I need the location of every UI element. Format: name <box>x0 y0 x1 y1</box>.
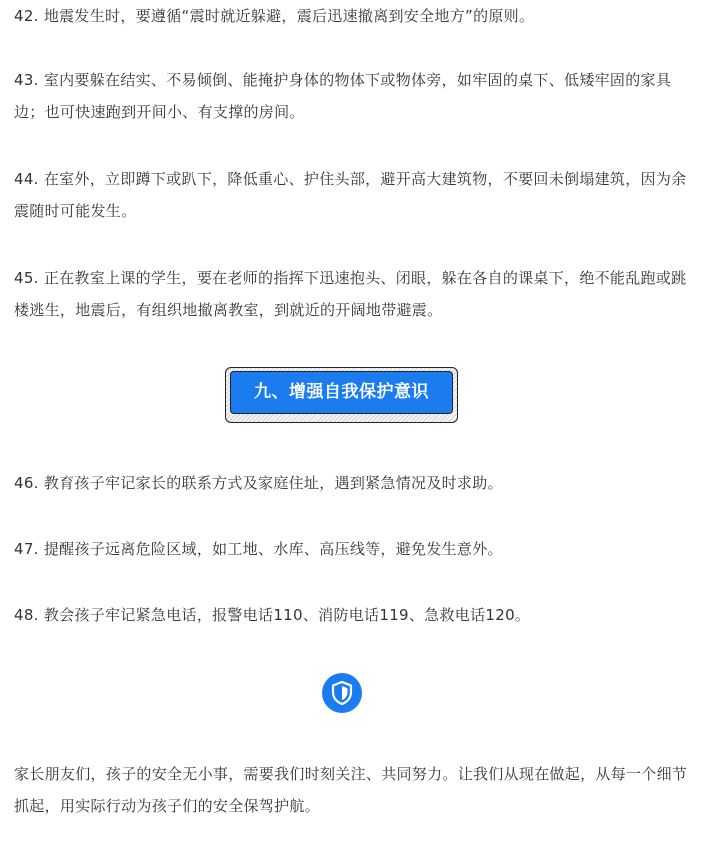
list-item-45: 45. 正在教室上课的学生，要在老师的指挥下迅速抱头、闭眼，躲在各自的课桌下，绝不能乱跑或跳楼逃生，地震后，有组织地撤离教室，到就近的开阔地带避震。 <box>14 269 687 319</box>
shield-badge <box>322 673 362 713</box>
list-item-44: 44. 在室外，立即蹲下或趴下，降低重心、护住头部，避开高大建筑物，不要回未倒塌建筑，因为余震随时可能发生。 <box>14 170 687 220</box>
list-item-47: 47. 提醒孩子远离危险区域，如工地、水库、高压线等，避免发生意外。 <box>14 540 503 558</box>
section-header <box>225 367 458 423</box>
closing-paragraph: 家长朋友们，孩子的安全无小事，需要我们时刻关注、共同努力。让我们从现在做起，从每一个细节抓起，用实际行动为孩子们的安全保驾护航。 <box>14 765 688 815</box>
section-header-title: 九、增强自我保护意识 <box>230 371 453 414</box>
list-item-46: 46. 教育孩子牢记家长的联系方式及家庭住址，遇到紧急情况及时求助。 <box>14 474 503 492</box>
list-item-42: 42. 地震发生时，要遵循“震时就近躲避，震后迅速撤离到安全地方”的原则。 <box>14 7 535 25</box>
shield-icon <box>331 681 353 705</box>
list-item-43: 43. 室内要躲在结实、不易倾倒、能掩护身体的物体下或物体旁，如牢固的桌下、低矮牢固的家具边；也可快速跑到开间小、有支撑的房间。 <box>14 71 672 121</box>
list-item-48: 48. 教会孩子牢记紧急电话，报警电话110、消防电话119、急救电话120。 <box>14 606 531 624</box>
